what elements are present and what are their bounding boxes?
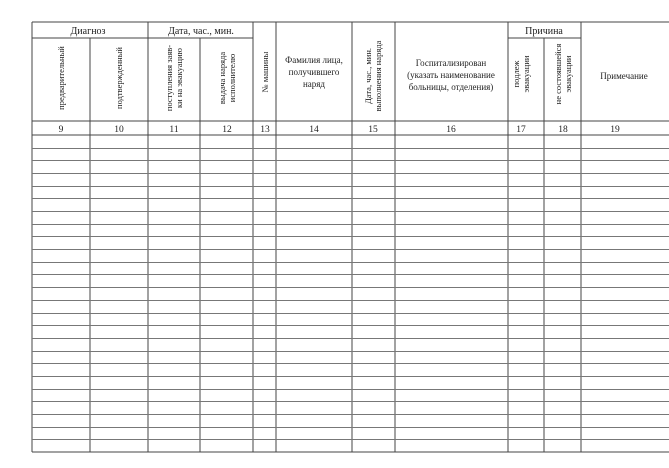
header-recipient-name	[285, 55, 343, 89]
header-confirmed	[114, 47, 124, 109]
column-numbers-row	[59, 125, 620, 135]
svg-text:подтвержденный: подтвержденный	[114, 47, 124, 109]
column-number: 10	[114, 125, 124, 135]
header-subject-to-evacuation	[511, 55, 531, 92]
header-notes: Примечание	[600, 71, 648, 81]
header-order-issued	[217, 52, 237, 104]
svg-text:больницы, отделения): больницы, отделения)	[408, 82, 494, 92]
header-failed-evacuation	[553, 44, 573, 105]
header-vehicle-number	[260, 51, 270, 92]
group-header-diagnosis: Диагноз	[70, 26, 106, 37]
group-header-reason: Причина	[525, 26, 563, 37]
svg-text:предварительный: предварительный	[56, 46, 66, 110]
column-number: 9	[58, 125, 64, 135]
svg-text:Дата, час., мин.: Дата, час., мин.	[363, 48, 373, 104]
svg-text:Госпитализирован: Госпитализирован	[415, 58, 487, 68]
table-grid	[32, 22, 669, 452]
column-number: 11	[169, 125, 179, 135]
svg-text:№ машины: № машины	[260, 51, 270, 93]
header-hospitalized	[407, 58, 495, 92]
column-number: 18	[558, 125, 568, 135]
svg-text:выдача наряда: выдача наряда	[217, 51, 227, 105]
column-number: 16	[446, 125, 456, 135]
svg-text:Фамилия лица,: Фамилия лица,	[285, 55, 343, 65]
svg-text:не состоявшейся: не состоявшейся	[553, 43, 563, 105]
svg-text:получившего: получившего	[288, 67, 340, 77]
column-number: 12	[222, 125, 232, 135]
column-number: 13	[260, 125, 270, 135]
header-execution-datetime	[363, 40, 383, 111]
svg-text:исполнителю: исполнителю	[227, 53, 237, 103]
svg-text:(указать наименование: (указать наименование	[407, 70, 495, 80]
svg-text:эвакуации: эвакуации	[521, 55, 531, 93]
column-number: 19	[610, 125, 620, 135]
svg-text:наряд: наряд	[302, 79, 326, 89]
svg-text:эвакуации: эвакуации	[563, 55, 573, 93]
svg-text:подлеж: подлеж	[511, 60, 521, 88]
header-preliminary	[56, 46, 66, 110]
column-number: 17	[516, 125, 526, 135]
svg-text:поступления заяв-: поступления заяв-	[164, 44, 174, 112]
column-number: 15	[368, 125, 378, 135]
group-header-datetime: Дата, час., мин.	[168, 26, 234, 37]
header-request-received	[164, 45, 184, 111]
svg-text:выполнения наряда: выполнения наряда	[373, 40, 383, 112]
svg-text:ки на эвакуацию: ки на эвакуацию	[174, 48, 184, 108]
column-number: 14	[309, 125, 319, 135]
